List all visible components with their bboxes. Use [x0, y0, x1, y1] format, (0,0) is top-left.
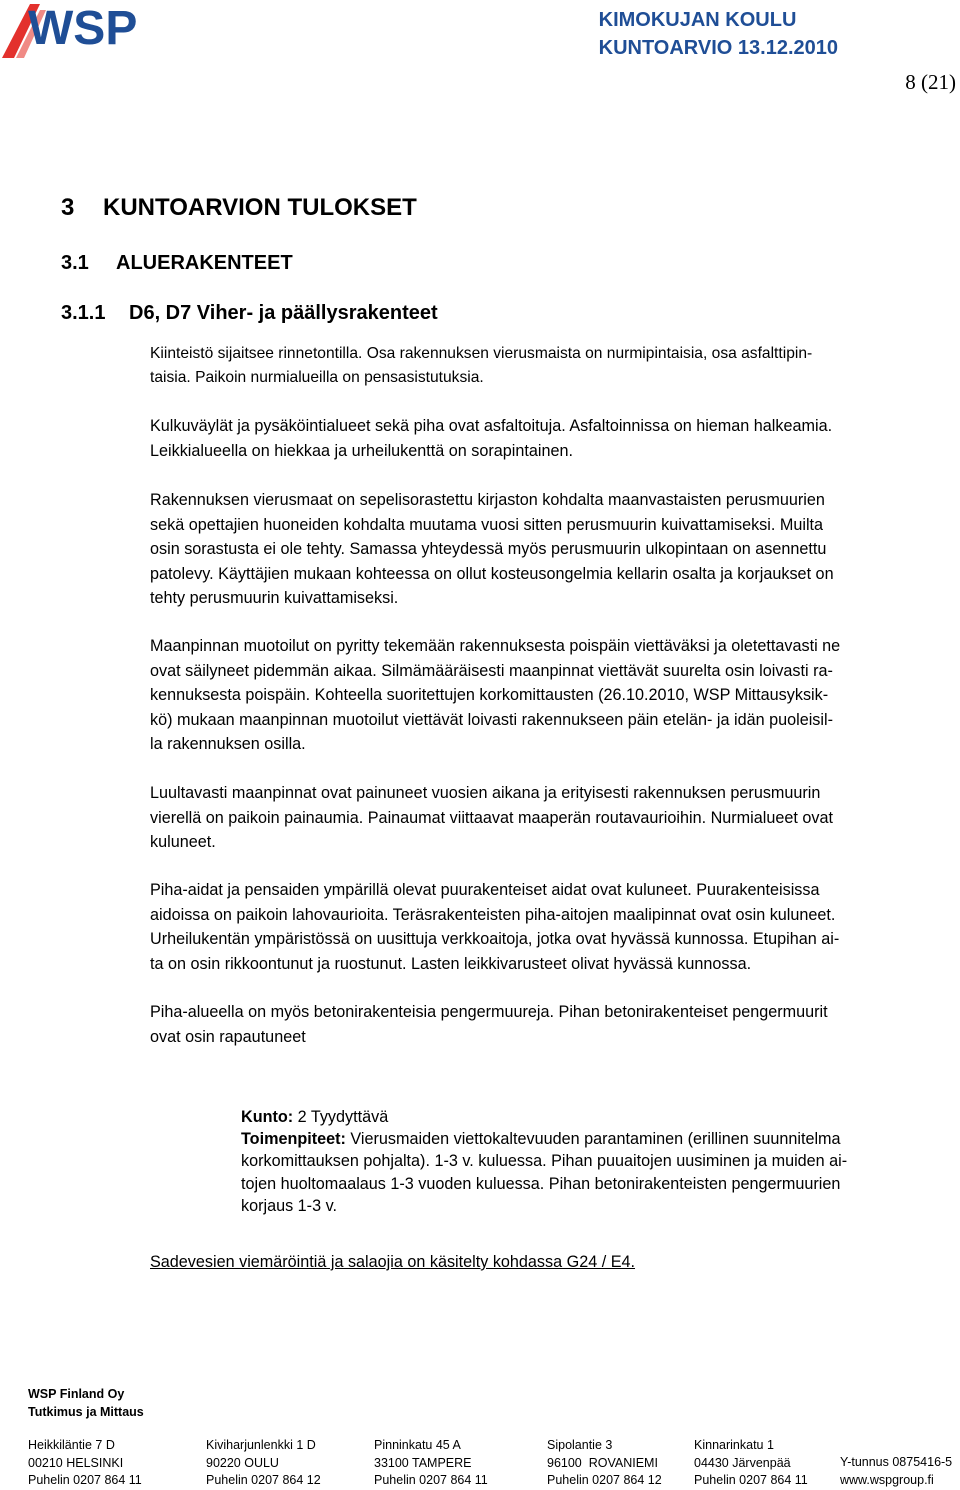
paragraph-paving: Kulkuväylät ja pysäköintialueet sekä piha ovat asfaltoituja. Asfaltoinnissa on hieman halkeamia. Leikkialueella on hiekkaa ja urheilukenttä on sorapintainen. [150, 417, 833, 460]
wsp-logo [0, 0, 190, 62]
footer-office-helsinki: Heikkiläntie 7 D 00210 HELSINKI Puhelin 0207 864 11 [28, 1438, 142, 1487]
paragraph-retaining-walls: Piha-alueella on myös betonirakenteisia pengermuureja. Pihan betonirakenteiset pengermuurit ovat osin rapautuneet [150, 1003, 828, 1046]
heading-3: 3.1.1 D6, D7 Viher- ja päällysrakenteet [61, 302, 438, 324]
heading-1: 3 KUNTOARVION TULOKSET [61, 194, 417, 221]
document-header [599, 6, 838, 62]
footer-office-tampere: Pinninkatu 45 A 33100 TAMPERE Puhelin 0207 864 11 [374, 1438, 488, 1487]
footer-office-rovaniemi: Sipolantie 3 96100 ROVANIEMI Puhelin 0207 864 12 [547, 1438, 662, 1487]
footer-company: WSP Finland Oy Tutkimus ja Mittaus [28, 1387, 144, 1419]
business-id: Y-tunnus 0875416-5 [840, 1455, 953, 1469]
reference-link[interactable]: Sadevesien viemäröintiä ja salaojia on käsitelty kohdassa G24 / E4. [150, 1253, 636, 1271]
svg-text:WSP: WSP [28, 2, 138, 55]
condition-line: Kunto: 2 Tyydyttävä [241, 1108, 389, 1126]
paragraph-grading: Maanpinnan muotoilut on pyritty tekemään rakennuksesta poispäin viettäväksi ja oletettavasti ne ovat säilyneet pidemmän aikaa. Silmämääräisesti maanpinnat viettävät suurelta osin loivasti ra- kennuksesta poispäin. Kohteella suoritettujen korkomittausten (26.10.2010, WSP Mittausyksik- kö) mukaan maanpinnan muotoilut viettävät loivasti rakennukseen päin etelän- ja idän puoleisil- la rakennuksen osilla. [150, 637, 841, 753]
footer-company-info [840, 1454, 952, 1489]
paragraph-settlement: Luultavasti maanpinnat ovat painuneet vuosien aikana ja erityisesti rakennuksen perusmuurin vierellä on paikoin painaumia. Painaumat viittaavat maaperän routavaurioihin. Nurmialueet ovat kuluneet. [150, 784, 833, 851]
report-title: KUNTOARVIO 13.12.2010 [598, 37, 838, 59]
website-link[interactable]: www.wspgroup.fi [840, 1472, 934, 1487]
footer-office-oulu: Kiviharjunlenkki 1 D 90220 OULU Puhelin 0207 864 12 [206, 1438, 321, 1487]
paragraph-gravel: Rakennuksen vierusmaat on sepelisorastettu kirjaston kohdalta maanvastaisten perusmuurien sekä opettajien huoneiden kohdalta muutama vuosi sitten perusmuurin kuivattamiseksi. Muilta osin sorastusta ei ole tehty. Samassa yhteydessä myös perusmuurin ulkopintaan on asennettu patolevy. Käyttäjien mukaan kohteessa on ollut kosteusongelmia kellarin osalta ja korjaukset on tehty perusmuurin kuivattamiseksi. [150, 491, 834, 607]
heading-2: 3.1 ALUERAKENTEET [61, 252, 293, 274]
footer-office-jarvenpaa: Kinnarinkatu 1 04430 Järvenpää Puhelin 0207 864 11 [694, 1438, 808, 1487]
paragraph-fences: Piha-aidat ja pensaiden ympärillä olevat puurakenteiset aidat ovat kuluneet. Puurakenteisissa aidoissa on paikoin lahovaurioita. Teräsrakenteisten piha-aitojen maalipinnat ovat osin kuluneet. Urheilukentän ympäristössä on uusittuja verkkoaitoja, jotka ovat hyvässä kunnossa. Etupihan ai- ta on osin rikkoontunut ja ruostunut. Lasten leikkivarusteet olivat hyvässä kunnossa. [150, 881, 840, 973]
paragraph-site: Kiinteistö sijaitsee rinnetontilla. Osa rakennuksen vierusmaista on nurmipintaisia, osa asfalttipin- taisia. Paikoin nurmialueilla on pensasistutuksia. [150, 345, 813, 386]
project-title: KIMOKUJAN KOULU [598, 9, 797, 31]
page-number: 8 (21) [905, 70, 956, 94]
actions-line: Toimenpiteet: Vierusmaiden viettokaltevuuden parantaminen (erillinen suunnitelma [241, 1130, 841, 1149]
condition-assessment: Kunto: 2 Tyydyttävä Toimenpiteet: Vierusmaiden viettokaltevuuden parantaminen (erillinen suunnitelma korkomittauksen pohjalta). 1-3 v. kuluessa. Pihan puuaitojen uusiminen ja muiden ai- tojen huoltomaalaus 1-3 vuoden kuluessa. Pihan betonirakenteisten pengermuurien korjaus 1-3 v. [241, 1106, 960, 1217]
